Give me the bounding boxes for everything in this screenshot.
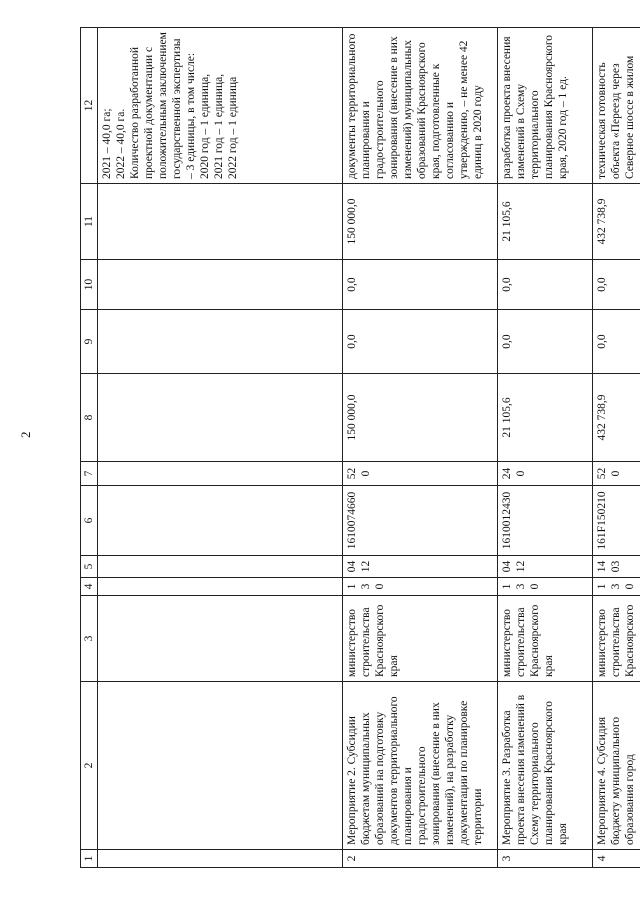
table-row-continuation	[98, 28, 343, 868]
grbs-code: 130	[343, 578, 498, 596]
amount-2022: 0,0	[343, 260, 498, 310]
amount-2022: 0,0	[498, 260, 593, 310]
csr-code: 161F150210	[593, 486, 640, 556]
col-header-11: 11	[81, 184, 98, 260]
rzpr-code: 0412	[343, 556, 498, 578]
col-header-7: 7	[81, 462, 98, 486]
col-header-10: 10	[81, 260, 98, 310]
col-header-12: 12	[81, 28, 98, 184]
table-row	[593, 28, 640, 868]
measure-name: Мероприятие 3. Разработка проекта внесения изменений в Схему территориального планирования Красноярского края	[498, 682, 593, 850]
row-number: 4	[593, 850, 640, 868]
amount-2021: 0,0	[593, 310, 640, 374]
continuation-result-cell: 2021 – 40,0 га; 2022 – 40,0 га. Количество разработанной проектной документации с положительным заключением государственной экспертизы – 3 единицы, в том числе: 2020 год – 1 единица, 2021 год – 1 единица, 2022 год – 1 единица	[98, 28, 343, 184]
col-header-4: 4	[81, 578, 98, 596]
budget-table	[80, 27, 640, 868]
amount-total: 150 000,0	[343, 184, 498, 260]
rzpr-code: 0412	[498, 556, 593, 578]
vr-code: 520	[593, 462, 640, 486]
amount-2020: 150 000,0	[343, 374, 498, 462]
expected-result: разработка проекта внесения изменений в Схему территориального планирования Красноярского края, 2020 год – 1 ед.	[498, 28, 593, 184]
amount-2020: 21 105,6	[498, 374, 593, 462]
amount-2021: 0,0	[498, 310, 593, 374]
expected-result: техническая готовность объекта «Переезд через Северное шоссе в жилом	[593, 28, 640, 184]
grbs-code: 130	[498, 578, 593, 596]
rotated-table-container	[80, 28, 640, 868]
col-header-6: 6	[81, 486, 98, 556]
vr-code: 520	[343, 462, 498, 486]
row-number: 3	[498, 850, 593, 868]
col-header-5: 5	[81, 556, 98, 578]
executor: министерство строительства Красноярского	[593, 596, 640, 682]
col-header-3: 3	[81, 596, 98, 682]
vr-code: 240	[498, 462, 593, 486]
csr-code: 1610012430	[498, 486, 593, 556]
rzpr-code: 1403	[593, 556, 640, 578]
amount-total: 21 105,6	[498, 184, 593, 260]
grbs-code: 130	[593, 578, 640, 596]
measure-name: Мероприятие 4. Субсидия бюджету муниципального образования город	[593, 682, 640, 850]
col-header-9: 9	[81, 310, 98, 374]
row-number: 2	[343, 850, 498, 868]
expected-result: документы территориального планирования и градостроительного зонирования (внесение в них изменений) муниципальных образований Красноярского края, подготовленные к согласованию и утверждению, – не менее 42 единиц в 2020 году	[343, 28, 498, 184]
col-header-8: 8	[81, 374, 98, 462]
page-number: 2	[18, 431, 33, 438]
executor: министерство строительства Красноярского края	[343, 596, 498, 682]
amount-2022: 0,0	[593, 260, 640, 310]
measure-name: Мероприятие 2. Субсидии бюджетам муниципальных образований на подготовку документов территориального планирования и градостроительного зонирования (внесение в них изменений), на разработку документации по планировке территории	[343, 682, 498, 850]
amount-total: 432 738,9	[593, 184, 640, 260]
executor: министерство строительства Красноярского края	[498, 596, 593, 682]
header-row	[81, 28, 98, 868]
amount-2020: 432 738,9	[593, 374, 640, 462]
col-header-1: 1	[81, 850, 98, 868]
amount-2021: 0,0	[343, 310, 498, 374]
table-row	[498, 28, 593, 868]
col-header-2: 2	[81, 682, 98, 850]
table-row	[343, 28, 498, 868]
csr-code: 1610074660	[343, 486, 498, 556]
